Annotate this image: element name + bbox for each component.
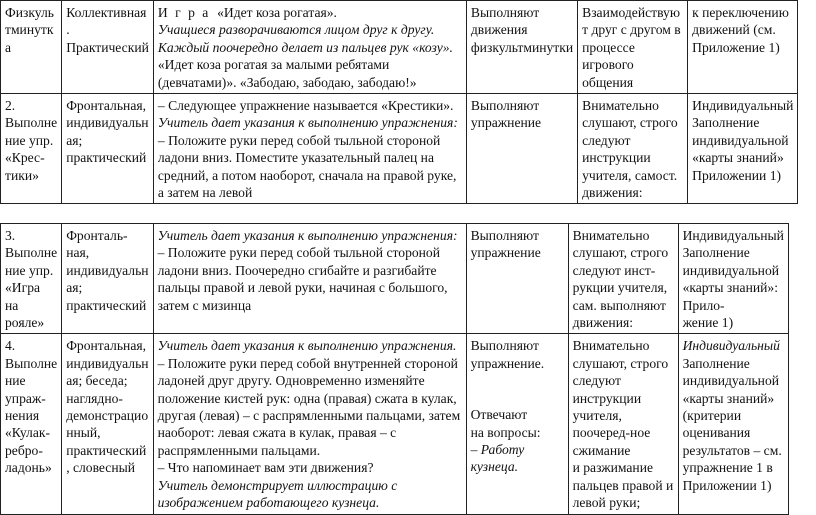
cell-student-activity: Выполняют упражнение [466,94,577,204]
cell-student-activity: Выполняют движения физкультминутки [466,1,577,94]
cell-outcome: Внимательно слушают, строго следуют инструкции учителя, самост. движения: [578,94,688,204]
cell-control: к переключению движений (см. Приложение 1) [688,1,798,94]
cell-student-activity: Выполняют упражнение. Отвечают на вопросы: – Работу кузнеца. [466,334,568,514]
cell-form: Фронталь- ная, индивидуальн ая; практический [62,224,153,334]
cell-form: Фронтальная, индивидуальн ая; беседа; наглядно- демонстрацио нный, практический , словесный [62,334,153,514]
table-row [1,1,798,94]
cell-student-activity: Выполняют упражнение [466,224,568,334]
cell-stage: 2. Выполне ние упр. «Крес- тики» [1,94,62,204]
cell-content: И г р а «Идет коза рогатая». Учащиеся разворачиваются лицом друг к другу. Каждый поочередно делает из пальцев рук «козу». «Идет коза рогатая за малыми ребятами (девчатами)». «Забодаю, забодаю, забодаю!» [153,1,466,94]
table-row [1,334,789,514]
table-row [1,94,798,204]
cell-control: Индивидуальный Заполнение индивидуальной «карты знаний» Приложении 1) [688,94,798,204]
cell-form: Коллективная . Практический [62,1,154,94]
cell-stage: 4. Выполне ние упраж- нения «Кулак- ребро- ладонь» [1,334,62,514]
cell-form: Фронтальная, индивидуальн ая; практический [62,94,154,204]
cell-content: Учитель дает указания к выполнению упражнения. – Положите руки перед собой внутренней стороной ладоней друг другу. Одновременно изменяйте положение кистей рук: одна (правая) сжата в кулак, другая (левая) – с распрямленными пальцами, затем наоборот: левая сжата в кулак, правая – с распрямленными пальцами. – Что напоминает вам эти движения? Учитель демонстрирует иллюстрацию с изображением работающего кузнеца. [153,334,466,514]
cell-stage: 3. Выполне ние упр. «Игра на рояле» [1,224,62,334]
cell-outcome: Взаимодействую т друг с другом в процессе игрового общения [578,1,688,94]
cell-outcome: Внимательно слушают, строго следуют инст- рукции учителя, сам. выполняют движения: [568,224,678,334]
cell-control: Индивидуальный Заполнение индивидуальной «карты знаний»: Прило- жение 1) [678,224,788,334]
cell-control: Индивидуальный Заполнение индивидуальной «карты знаний» (критерии оценивания результатов – см. упражнение 1 в Приложении 1) [678,334,788,514]
table-row [1,224,789,334]
cell-stage: Физкуль тминутк а [1,1,62,94]
lesson-plan-table-bottom [0,223,789,515]
cell-outcome: Внимательно слушают, строго следуют инструкции учителя, поочеред-ное сжимание и разжимание пальцев правой и левой руки; [568,334,678,514]
lesson-plan-table-top [0,0,798,204]
cell-content: – Следующее упражнение называется «Крестики». Учитель дает указания к выполнению упражнения: – Положите руки перед собой тыльной стороной ладони вниз. Поместите указательный палец на средний, а потом наоборот, сначала на правой руке, а затем на левой [153,94,466,204]
cell-content: Учитель дает указания к выполнению упражнения: – Положите руки перед собой тыльной стороной ладони вниз. Поочередно сгибайте и разгибайте пальцы правой и левой руки, начиная с большого, затем с мизинца [153,224,466,334]
